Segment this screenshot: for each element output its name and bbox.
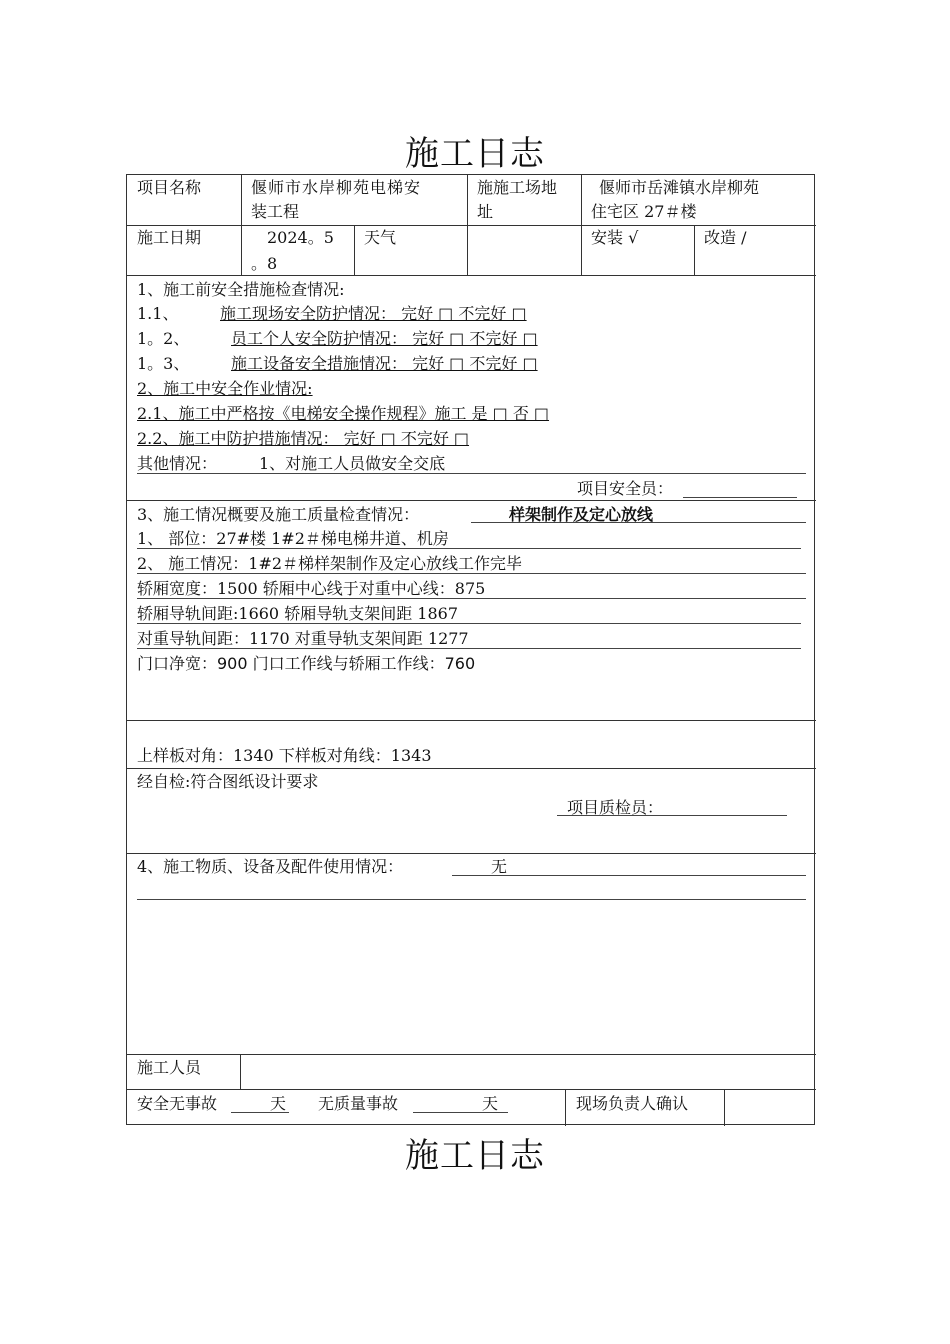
other-value: 1、对施工人员做安全交底	[259, 454, 446, 473]
underline	[137, 623, 801, 624]
col-divider	[724, 1089, 725, 1126]
underline	[137, 899, 806, 900]
renovate-checkbox: 改造 /	[704, 228, 747, 247]
section3-heading-value: 样架制作及定心放线	[509, 505, 654, 524]
section3-line4: 轿厢导轨间距:1660 轿厢导轨支架间距 1867	[137, 604, 459, 623]
signature-line	[683, 497, 797, 498]
row-divider	[127, 853, 816, 854]
date-label: 施工日期	[137, 228, 202, 247]
weather-label: 天气	[364, 228, 397, 247]
col-divider	[565, 1089, 566, 1126]
underline	[137, 473, 806, 474]
quality-days-label: 无质量事故	[318, 1094, 399, 1113]
row-divider	[127, 500, 816, 501]
section1-heading: 1、施工前安全措施检查情况:	[137, 280, 345, 299]
project-name-line1: 偃师市水岸柳苑电梯安	[251, 178, 422, 197]
section4-value: 无	[491, 857, 508, 876]
row-divider	[127, 1089, 816, 1090]
signature-line	[557, 815, 787, 816]
quality-days-unit: 天	[482, 1094, 499, 1113]
install-checkbox: 安装 √	[591, 228, 639, 247]
section2-item1: 2.1、施工中严格按《电梯安全操作规程》施工 是 □ 否 □	[137, 404, 550, 423]
underline	[452, 875, 806, 876]
page-title: 施工日志	[405, 134, 545, 174]
underline	[231, 1112, 289, 1113]
quality-inspector-label: 项目质检员：	[567, 798, 664, 817]
col-divider	[354, 225, 355, 275]
underline	[471, 522, 806, 523]
row-divider	[127, 275, 816, 276]
other-label: 其他情况：	[137, 454, 218, 473]
site-address-line2: 住宅区 27＃楼	[591, 202, 697, 221]
row-divider	[127, 720, 816, 721]
underline	[137, 598, 806, 599]
self-check: 经自检:符合图纸设计要求	[137, 772, 319, 791]
date-value-line2: 。8	[251, 254, 278, 273]
section4-heading: 4、施工物质、设备及配件使用情况：	[137, 857, 404, 876]
project-name-line2: 装工程	[251, 202, 300, 221]
template-diagonal: 上样板对角：1340 下样板对角线：1343	[137, 746, 432, 765]
section3-line1: 1、 部位：27#楼 1#2＃梯电梯井道、机房	[137, 529, 449, 548]
section1-item3-number: 1。3、	[137, 354, 190, 373]
underline	[413, 1112, 508, 1113]
col-divider	[240, 1054, 241, 1089]
construction-log-form	[126, 174, 815, 1125]
col-divider	[581, 175, 582, 275]
section1-item3: 施工设备安全措施情况： 完好 □ 不完好 □	[231, 354, 538, 373]
col-divider	[467, 175, 468, 275]
workers-label: 施工人员	[137, 1058, 202, 1077]
row-divider	[127, 225, 816, 226]
project-name-label: 项目名称	[137, 178, 202, 197]
site-confirm-label: 现场负责人确认	[576, 1094, 689, 1113]
underline	[137, 573, 806, 574]
col-divider	[241, 175, 242, 275]
row-divider	[127, 1054, 816, 1055]
section3-line2: 2、 施工情况：1#2＃梯样架制作及定心放线工作完毕	[137, 554, 523, 573]
page-title-repeat: 施工日志	[405, 1136, 545, 1176]
section3-line5: 对重导轨间距：1170 对重导轨支架间距 1277	[137, 629, 469, 648]
col-divider	[694, 225, 695, 275]
section2-heading: 2、施工中安全作业情况:	[137, 379, 313, 398]
section3-heading: 3、施工情况概要及施工质量检查情况：	[137, 505, 420, 524]
underline	[137, 548, 801, 549]
underline	[137, 648, 801, 649]
section3-line3: 轿厢宽度：1500 轿厢中心线于对重中心线：875	[137, 579, 486, 598]
site-label-line1: 施施工场地	[477, 178, 558, 197]
section3-line6: 门口净宽：900 门口工作线与轿厢工作线：760	[137, 654, 476, 673]
site-address-line1: 偃师市岳滩镇水岸柳苑	[599, 178, 760, 197]
safety-officer-label: 项目安全员：	[577, 479, 674, 498]
date-value-line1: 2024。5	[267, 228, 334, 247]
row-divider	[127, 768, 816, 769]
section1-item2: 员工个人安全防护情况： 完好 □ 不完好 □	[231, 329, 538, 348]
section1-item1: 施工现场安全防护情况： 完好 □ 不完好 □	[220, 304, 527, 323]
section2-item2: 2.2、施工中防护措施情况： 完好 □ 不完好 □	[137, 429, 470, 448]
safe-days-label: 安全无事故	[137, 1094, 218, 1113]
section1-item1-number: 1.1、	[137, 304, 179, 323]
site-label-line2: 址	[477, 202, 494, 221]
safe-days-unit: 天	[270, 1094, 287, 1113]
section1-item2-number: 1。2、	[137, 329, 190, 348]
